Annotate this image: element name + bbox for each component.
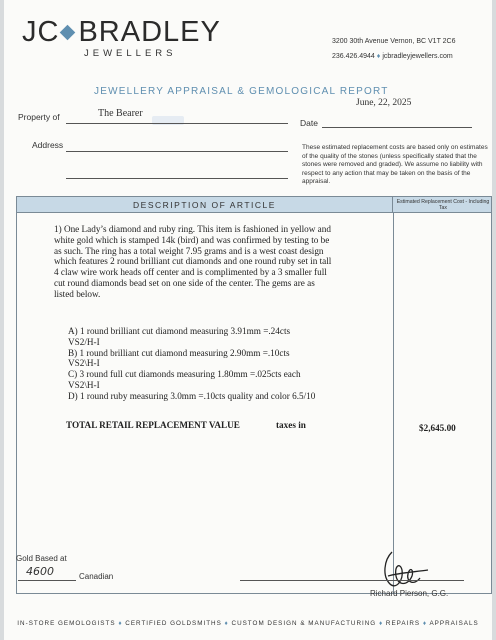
gem-list xyxy=(68,326,368,402)
gem-item-grade: VS2\H-I xyxy=(68,358,100,369)
diamond-separator-icon: ♦ xyxy=(376,53,383,60)
gem-item-a xyxy=(68,326,368,348)
property-label: Property of xyxy=(18,112,60,122)
footer-services xyxy=(4,620,492,627)
disclaimer-text: These estimated replacement costs are based only on estimates of the quality of the stones (unless specifically stated that the stones were removed and graded). We assume no liability with respect to any action that may be taken on the basis of the appraisal. xyxy=(302,144,488,186)
description-header: DESCRIPTION OF ARTICLE xyxy=(17,197,393,213)
contact-block xyxy=(332,34,456,64)
brand-subtitle: JEWELLERS xyxy=(84,48,177,59)
service-item: IN-STORE GEMOLOGISTS xyxy=(17,620,116,627)
gem-item-line: D) 1 round ruby measuring 3.0mm =.10cts quality and color 6.5/10 xyxy=(68,390,316,401)
signature-line xyxy=(240,580,464,581)
service-item: REPAIRS xyxy=(385,620,421,627)
brand-name-right: BRADLEY xyxy=(78,16,221,48)
gem-item-grade: VS2\H-I xyxy=(68,379,100,390)
gem-item-grade: VS2/H-I xyxy=(68,336,100,347)
diamond-separator-icon: ♦ xyxy=(422,620,428,627)
diamond-separator-icon: ♦ xyxy=(224,620,229,627)
gem-item-d xyxy=(68,391,368,402)
address-label: Address xyxy=(32,140,64,150)
column-divider xyxy=(393,213,394,593)
date-line xyxy=(322,127,472,128)
service-item: CERTIFIED GOLDSMITHS xyxy=(125,620,222,627)
store-phone: 236.426.4944 xyxy=(332,53,375,60)
address-line-2 xyxy=(66,178,288,179)
appraisal-document xyxy=(4,0,492,640)
address-line-1 xyxy=(66,151,288,152)
gold-line xyxy=(18,580,76,581)
total-value: $2,645.00 xyxy=(419,423,456,433)
gem-item-c xyxy=(68,369,368,391)
diamond-icon xyxy=(60,25,76,41)
brand-logo xyxy=(22,16,221,59)
taxes-label: taxes in xyxy=(276,420,306,430)
date-label: Date xyxy=(300,118,318,128)
report-title: JEWELLERY APPRAISAL & GEMOLOGICAL REPORT xyxy=(94,86,389,97)
date-value: June, 22, 2025 xyxy=(356,98,412,108)
cost-header: Estimated Replacement Cost - Including Tax xyxy=(396,199,490,211)
article-description: 1) One Lady’s diamond and ruby ring. This item is fashioned in yellow and white gold which is stamped 14k (bird) and was confirmed by testing to be as such. The ring has a total weight 7.95 grams and is a west coast design which features 2 round brilliant cut diamonds and one round ruby set in tall 4 claw wire work heads off center and is complimented by a 3 smaller full cut round diamonds bead set on one side of the center. The gems are as listed below. xyxy=(54,224,332,299)
table-header xyxy=(17,197,491,213)
appraiser-name: Richard Pierson, G.G. xyxy=(370,589,449,598)
gem-item-line: C) 3 round full cut diamonds measuring 1.80mm =.025cts each xyxy=(68,369,301,380)
property-line xyxy=(66,123,288,124)
gem-item-line: B) 1 round brilliant cut diamond measuring 2.90mm =.10cts xyxy=(68,347,290,358)
gold-value: 4600 xyxy=(26,565,54,578)
gem-item-b xyxy=(68,348,368,370)
currency-label: Canadian xyxy=(79,572,114,581)
total-label: TOTAL RETAIL REPLACEMENT VALUE xyxy=(66,420,240,430)
property-value: The Bearer xyxy=(98,108,143,119)
gold-label: Gold Based at xyxy=(16,554,67,563)
service-item: APPRAISALS xyxy=(429,620,479,627)
contact-line xyxy=(332,49,456,64)
brand-name xyxy=(22,16,221,49)
signature-icon xyxy=(374,546,434,592)
diamond-separator-icon: ♦ xyxy=(118,620,123,627)
brand-name-left: JC xyxy=(22,16,60,48)
store-address: 3200 30th Avenue Vernon, BC V1T 2C6 xyxy=(332,38,456,45)
service-item: CUSTOM DESIGN & MANUFACTURING xyxy=(231,620,377,627)
store-website: jcbradleyjewellers.com xyxy=(382,53,453,60)
gem-item-line: A) 1 round brilliant cut diamond measuring 3.91mm =.24cts xyxy=(68,326,291,336)
diamond-separator-icon: ♦ xyxy=(378,620,384,627)
